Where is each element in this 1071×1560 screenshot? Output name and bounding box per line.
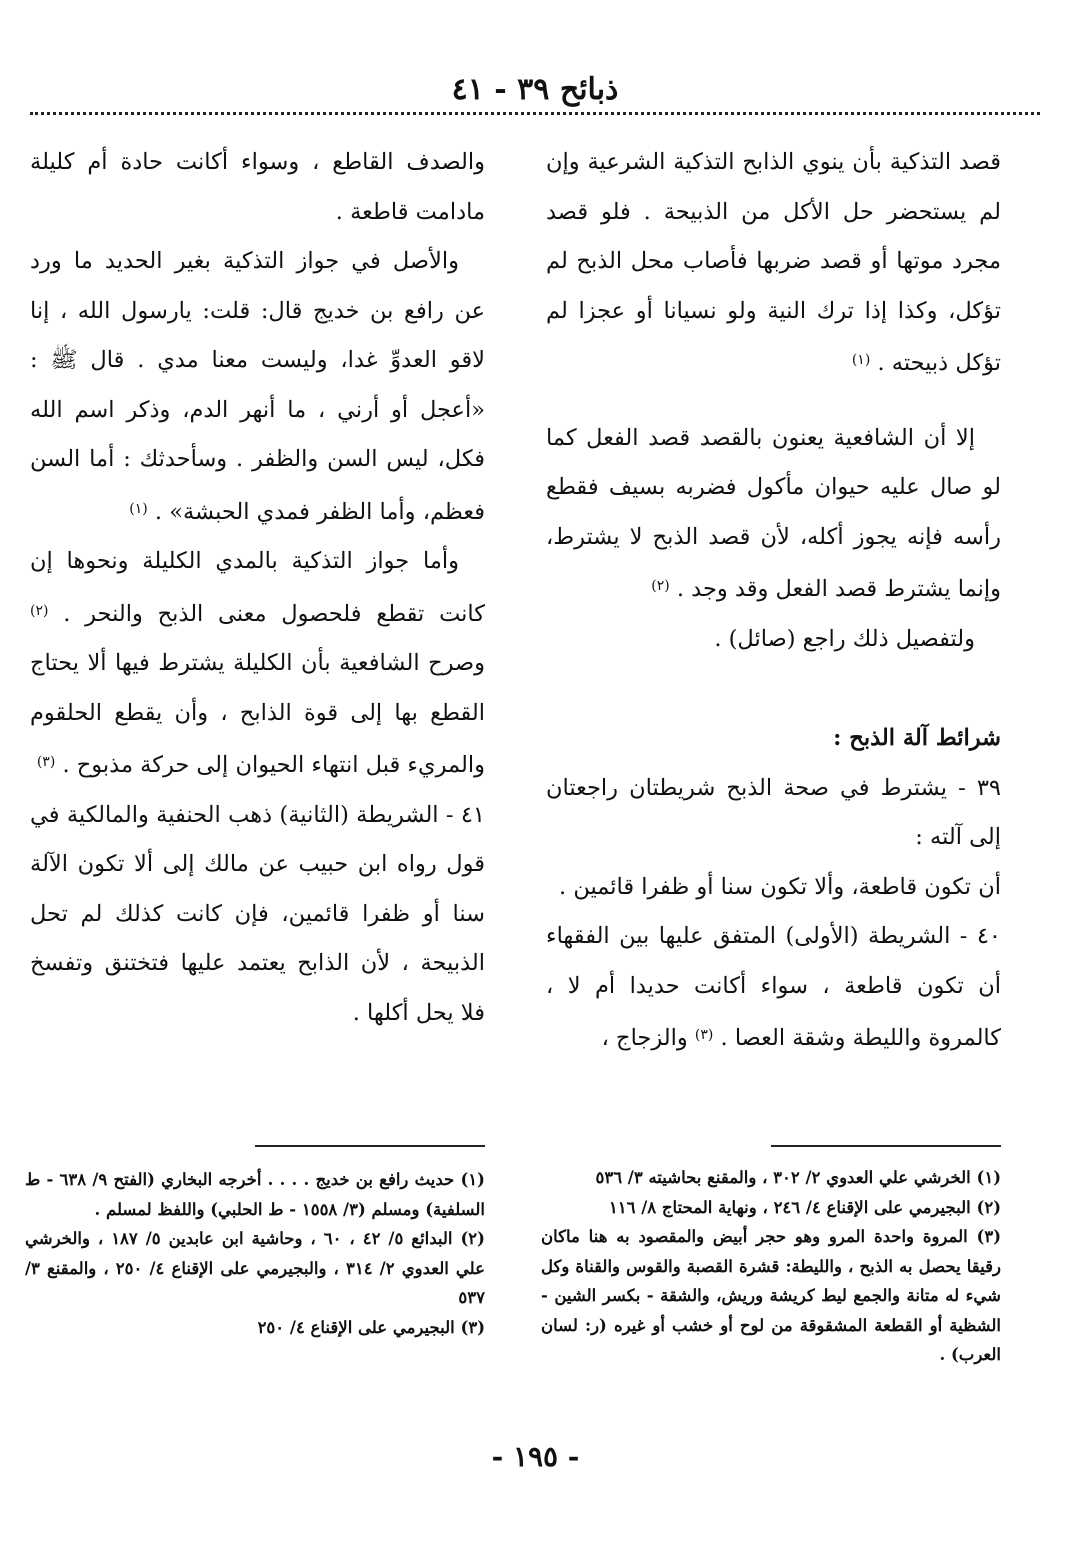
paragraph: والصدف القاطع ، وسواء أكانت حادة أم كليلة مادامت قاطعة .	[30, 149, 485, 225]
footnote-ref: (١)	[851, 352, 871, 368]
footnote: (١) حديث رافع بن خديج . . . . أخرجه البخاري (الفتح ٩/ ٦٣٨ - ط السلفية) ومسلم (٣/ ١٥٥٨ - ط الحلبي) واللفظ لمسلم .	[25, 1170, 485, 1219]
footnote-ref: (٢)	[651, 578, 670, 594]
paragraph-text: إلا أن الشافعية يعنون بالقصد قصد الفعل كما لو صال عليه حيوان مأكول فضربه بسيف فقطع رأسه فإنه يجوز أكله، لأن قصد الذبح لا يشترط، وإنما يشترط قصد الفعل وقد وجد .	[546, 424, 1001, 602]
footnote: (٢) البجيرمي على الإقناع ٤/ ٢٤٦ ، ونهاية المحتاج ٨/ ١١٦	[608, 1197, 1001, 1217]
paragraph: أن تكون قاطعة، وألا تكون سنا أو ظفرا قائمين .	[559, 873, 1001, 900]
footnote-ref: (٣)	[694, 1027, 714, 1043]
paragraph: ولتفصيل ذلك راجع (صائل) .	[714, 625, 975, 652]
running-header: ذبائح ٣٩ - ٤١	[451, 72, 619, 107]
footnote-ref: (٣)	[36, 754, 56, 770]
page-number: - ١٩٥ -	[491, 1440, 580, 1473]
paragraph-text: والأصل في جواز التذكية بغير الحديد ما ورد عن رافع بن خديج قال: قلت: يارسول الله ، إنا لاقو العدوِّ غدا، وليست معنا مدي . قال ﷺ : «أعجل أو أرني ، ما أنهر الدم، وذكر اسم الله فكل، ليس السن والظفر . وسأحدثك : أما السن فعظم، وأما الظفر فمدي الحبشة» .	[30, 248, 485, 525]
paragraph-text: ٤٠ - الشريطة (الأولى) المتفق عليها بين الفقهاء أن تكون قاطعة ، سواء أكانت حديدا أم لا ، كالمروة والليطة وشقة العصا .	[546, 923, 1001, 1051]
footnotes-left	[25, 1165, 485, 1342]
footnote: (٣) المروة واحدة المرو وهو حجر أبيض والمقصود به هنا ماكان رقيقا يحصل به الذبح ، والليطة: قشرة القصبة والقوس والقناة وكل شيء له متانة والجمع ليط كريشة وريش، والشقة - بكسر الشين - الشظية أو القطعة المشقوقة من لوح أو خشب أو غيره (ر: لسان العرب) .	[541, 1227, 1001, 1364]
paragraph	[30, 537, 485, 791]
paragraph	[546, 912, 1001, 1064]
left-column	[30, 138, 485, 1038]
paragraph-text: وأما جواز التذكية بالمدي الكليلة ونحوها إن كانت تقطع فلحصول معنى الذبح والنحر .	[30, 548, 485, 627]
footnotes-right	[541, 1163, 1001, 1370]
spacer	[546, 664, 1001, 714]
right-column	[546, 138, 1001, 1064]
paragraph-text: والزجاج ،	[601, 1025, 688, 1051]
footnote: (٣) البجيرمي على الإقناع ٤/ ٢٥٠	[257, 1317, 485, 1337]
footnote-separator	[255, 1145, 485, 1147]
paragraph: ٤١ - الشريطة (الثانية) ذهب الحنفية والمالكية في قول رواه ابن حبيب عن مالك إلى ألا تكون الآلة سنا أو ظفرا قائمين، فإن كانت كذلك لم تحل الذبيحة ، لأن الذابح يعتمد عليها فتختنق وتفسخ فلا يحل أكلها .	[30, 801, 485, 1026]
paragraph	[546, 414, 1001, 615]
footnote-ref: (١)	[129, 500, 148, 517]
paragraph-text: قصد التذكية بأن ينوي الذابح التذكية الشرعية وإن لم يستحضر حل الأكل من الذبيحة . فلو قصد مجرد موتها أو قصد ضربها فأصاب محل الذبح لم تؤكل، وكذا إذا ترك النية ولو نسيانا أو عجزا لم تؤكل ذبيحته .	[546, 149, 1001, 376]
footnote-ref: (٢)	[30, 602, 49, 619]
paragraph: ٣٩ - يشترط في صحة الذبح شريطتان راجعتان إلى آلته :	[546, 774, 1001, 850]
footnote: (٢) البدائع ٥/ ٤٢ ، ٦٠ ، وحاشية ابن عابدين ٥/ ١٨٧ ، والخرشي علي العدوي ٢/ ٣١٤ ، والبجيرمي على الإقناع ٤/ ٢٥٠ ، والمقنع ٣/ ٥٣٧	[25, 1229, 485, 1307]
footnote-separator	[771, 1145, 1001, 1147]
header-dotted-rule	[30, 112, 1040, 115]
spacer	[546, 389, 1001, 414]
paragraph	[546, 138, 1001, 389]
paragraph-text: وصرح الشافعية بأن الكليلة يشترط فيها ألا يحتاج القطع بها إلى قوة الذابح ، وأن يقطع الحلقوم والمريء قبل انتهاء الحيوان إلى حركة مذبوح .	[30, 650, 485, 778]
section-heading: شرائط آلة الذبح :	[833, 725, 1001, 751]
footnote: (١) الخرشي علي العدوي ٢/ ٣٠٢ ، والمقنع بحاشيته ٣/ ٥٣٦	[595, 1168, 1001, 1187]
paragraph	[30, 237, 485, 537]
